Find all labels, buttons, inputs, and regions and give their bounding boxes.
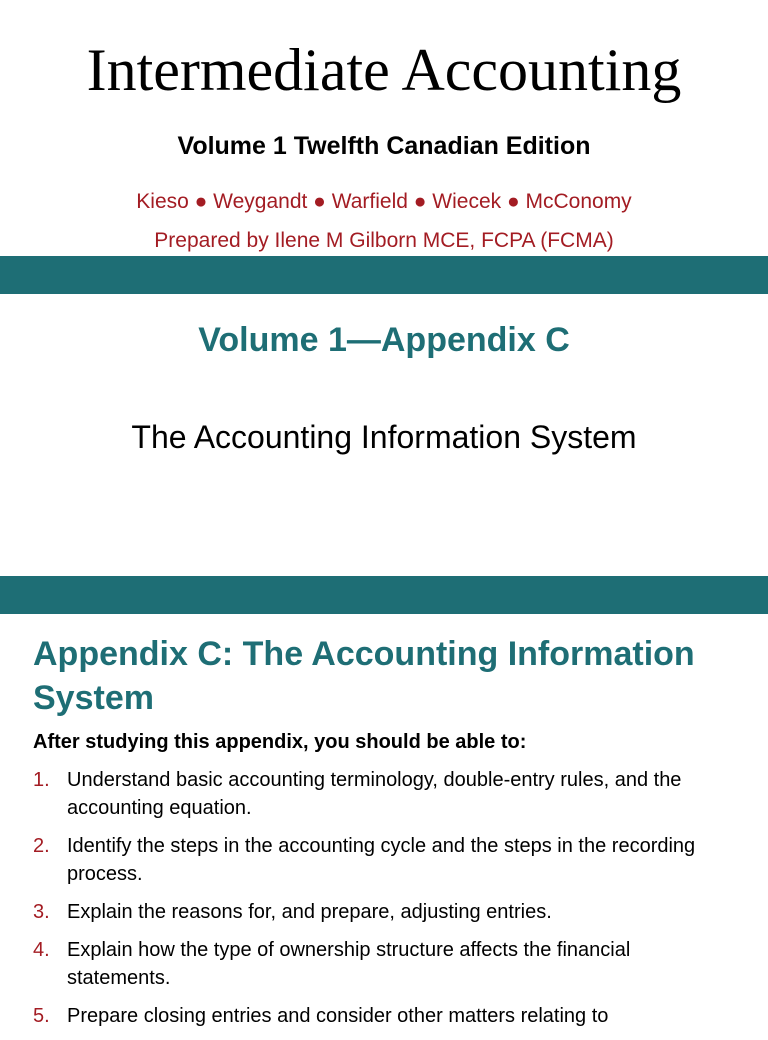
objective-text: Explain the reasons for, and prepare, adjusting entries. <box>67 901 552 923</box>
appendix-title-slide <box>0 294 768 576</box>
objective-number: 2. <box>33 835 50 857</box>
title-slide <box>0 0 768 256</box>
edition-subtitle: Volume 1 Twelfth Canadian Edition <box>177 132 591 160</box>
appendix-subheading: The Accounting Information System <box>131 419 637 455</box>
authors-line: Kieso ● Weygandt ● Warfield ● Wiecek ● McConomy <box>136 190 632 213</box>
objective-text: Understand basic accounting terminology, double-entry rules, and the accounting equation. <box>67 769 682 819</box>
appendix-heading: Volume 1—Appendix C <box>198 321 570 359</box>
preparer-line: Prepared by Ilene M Gilborn MCE, FCPA (FCMA) <box>154 229 614 252</box>
slide-divider <box>0 256 768 294</box>
objectives-intro: After studying this appendix, you should be able to: <box>33 731 527 753</box>
book-title: Intermediate Accounting <box>86 37 682 103</box>
objective-number: 5. <box>33 1005 50 1027</box>
slide-divider <box>0 576 768 614</box>
objective-text: Explain how the type of ownership structure affects the financial statements. <box>67 939 631 989</box>
objective-number: 1. <box>33 769 50 791</box>
objective-number: 3. <box>33 901 50 923</box>
objective-number: 4. <box>33 939 50 961</box>
objective-item <box>33 936 733 992</box>
objective-item <box>33 898 733 926</box>
objective-text: Identify the steps in the accounting cycle and the steps in the recording process. <box>67 835 696 885</box>
objective-item <box>33 766 733 822</box>
objective-item <box>33 832 733 888</box>
objective-text: Prepare closing entries and consider other matters relating to <box>67 1005 609 1027</box>
objectives-list <box>33 766 733 1040</box>
objective-item <box>33 1002 733 1030</box>
objectives-slide <box>0 614 768 1027</box>
objectives-heading: Appendix C: The Accounting Information System <box>33 635 695 717</box>
